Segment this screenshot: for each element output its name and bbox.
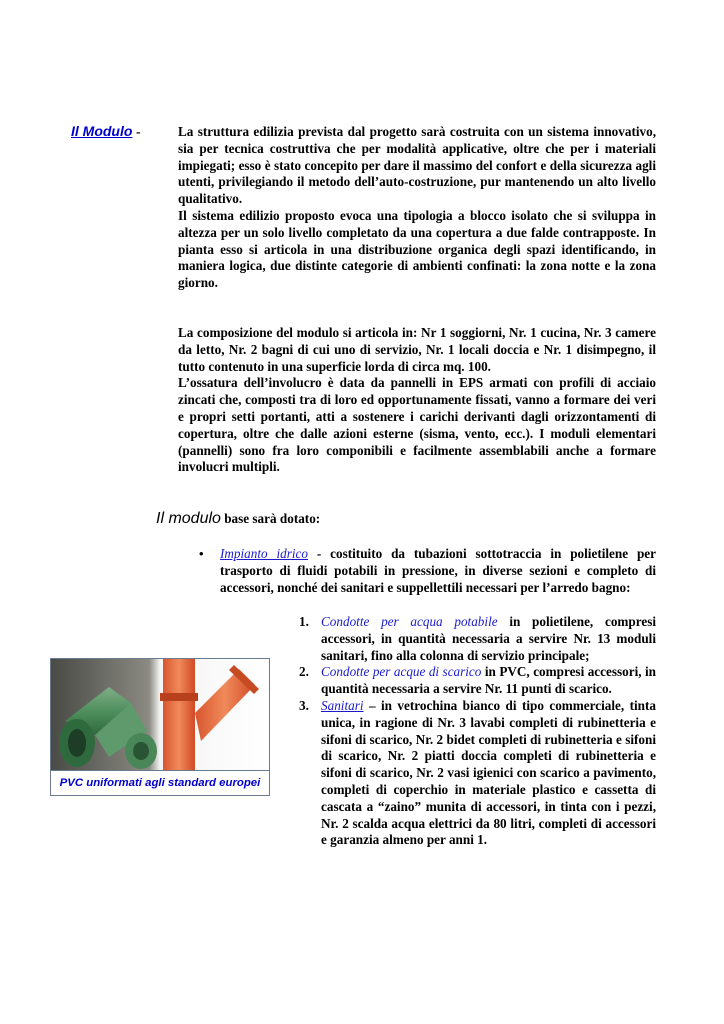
section-heading-link[interactable]: Il Modulo (71, 123, 133, 139)
list-item (299, 664, 656, 698)
figure-caption: PVC uniformati agli standard europei (51, 770, 269, 795)
paragraph-system: Il sistema edilizio proposto evoca una tipologia a blocco isolato che si sviluppa in altezza per un solo livello completato da una copertura a due falde contrapposte. In pianta esso si articola in una distribuzione organica degli spazi identificando, in maniera logica, due distinte categorie di ambienti confinati: la zona notte e la zona giorno. (178, 207, 656, 291)
list-item (299, 614, 656, 664)
heading-dash: - (132, 125, 141, 140)
list-item-text: in polietilene, compresi accessori, in quantità necessaria a servire Nr. 13 moduli sanitari, fino alla colonna di servizio principale; (321, 614, 656, 663)
pipe-figure (50, 658, 270, 796)
list-item-text: – in vetrochina bianco di tipo commerciale, tinta unica, in ragione di Nr. 3 lavabi completi di rubinetteria e sifoni di scarico, Nr. 2 bidet completi di rubinetteria e sifoni di scarico, Nr. 2 piatti doccia completi di rubinetteria e sifoni di scarico, Nr. 2 vasi igienici con scarico a pavimento, completi di coperchio in materiale plastico e cassetta di cascata a “zaino” munita di accessori, in tinta con i pezzi, Nr. 2 scalda acqua elettrici da 80 litri, completi di accessori e garanzia almeno per anni 1. (321, 697, 656, 848)
paragraph-composition: La composizione del modulo si articola in: Nr 1 soggiorni, Nr. 1 cucina, Nr. 3 camere da letto, Nr. 2 bagni di cui uno di servizio, Nr. 1 locali doccia e Nr. 1 disimpegno, il tutto contenuto in una superficie lorda di circa mq. 100. (178, 325, 656, 374)
list-item-title[interactable]: Sanitari (321, 697, 364, 713)
list-item-title: Condotte per acque di scarico (321, 664, 482, 680)
subsection-heading-rest: base sarà dotato: (220, 511, 321, 526)
list-item-number: 2. (299, 664, 309, 680)
numbered-list (299, 614, 656, 849)
list-item (299, 697, 656, 849)
list-item-number: 1. (299, 614, 309, 629)
pvc-pipes-image (51, 659, 269, 771)
subsection-heading-title: Il modulo (156, 510, 221, 527)
bullet-title-link[interactable]: Impianto idrico (220, 546, 309, 561)
list-item-title: Condotte per acqua potabile (321, 614, 498, 629)
section-body-2 (178, 325, 656, 476)
bullet-item (220, 546, 656, 596)
paragraph-structure: L’ossatura dell’involucro è data da pannelli in EPS armati con profili di acciaio zincati che, composti tra di loro ed opportunamente fissati, vanno a formare dei veri e propri setti portanti, atti a sostenere i carichi derivanti dagli orizzontamenti di copertura, oltre che dalle azioni esterne (sisma, vento, ecc.). I moduli elementari (pannelli) sono fra loro componibili e facilmente assemblabili anche a formare involucri multipli. (178, 375, 656, 475)
paragraph-intro: La struttura edilizia prevista dal progetto sarà costruita con un sistema innovativo, sia per tecnica costruttiva che per modalità applicative, oltre che per i materiali impiegati; esso è stato concepito per dare il massimo del confort e della sicurezza agli utenti, privilegiando il metodo dell’auto-costruzione, pur mantenendo un alto livello qualitativo. (178, 124, 656, 207)
list-item-text: in PVC, compresi accessori, in quantità necessaria a servire Nr. 11 punti di scarico. (321, 664, 656, 697)
section-body (178, 124, 656, 292)
list-item-number: 3. (299, 697, 309, 713)
subsection-heading (156, 510, 320, 528)
bullet-icon: • (199, 546, 204, 561)
section-heading (71, 123, 141, 141)
bullet-text: - costituito da tubazioni sottotraccia in polietilene per trasporto di fluidi potabili in pressione, in diverse sezioni e completo di accessori, nonché dei sanitari e suppellettili necessari per l’arredo bagno: (220, 546, 657, 595)
